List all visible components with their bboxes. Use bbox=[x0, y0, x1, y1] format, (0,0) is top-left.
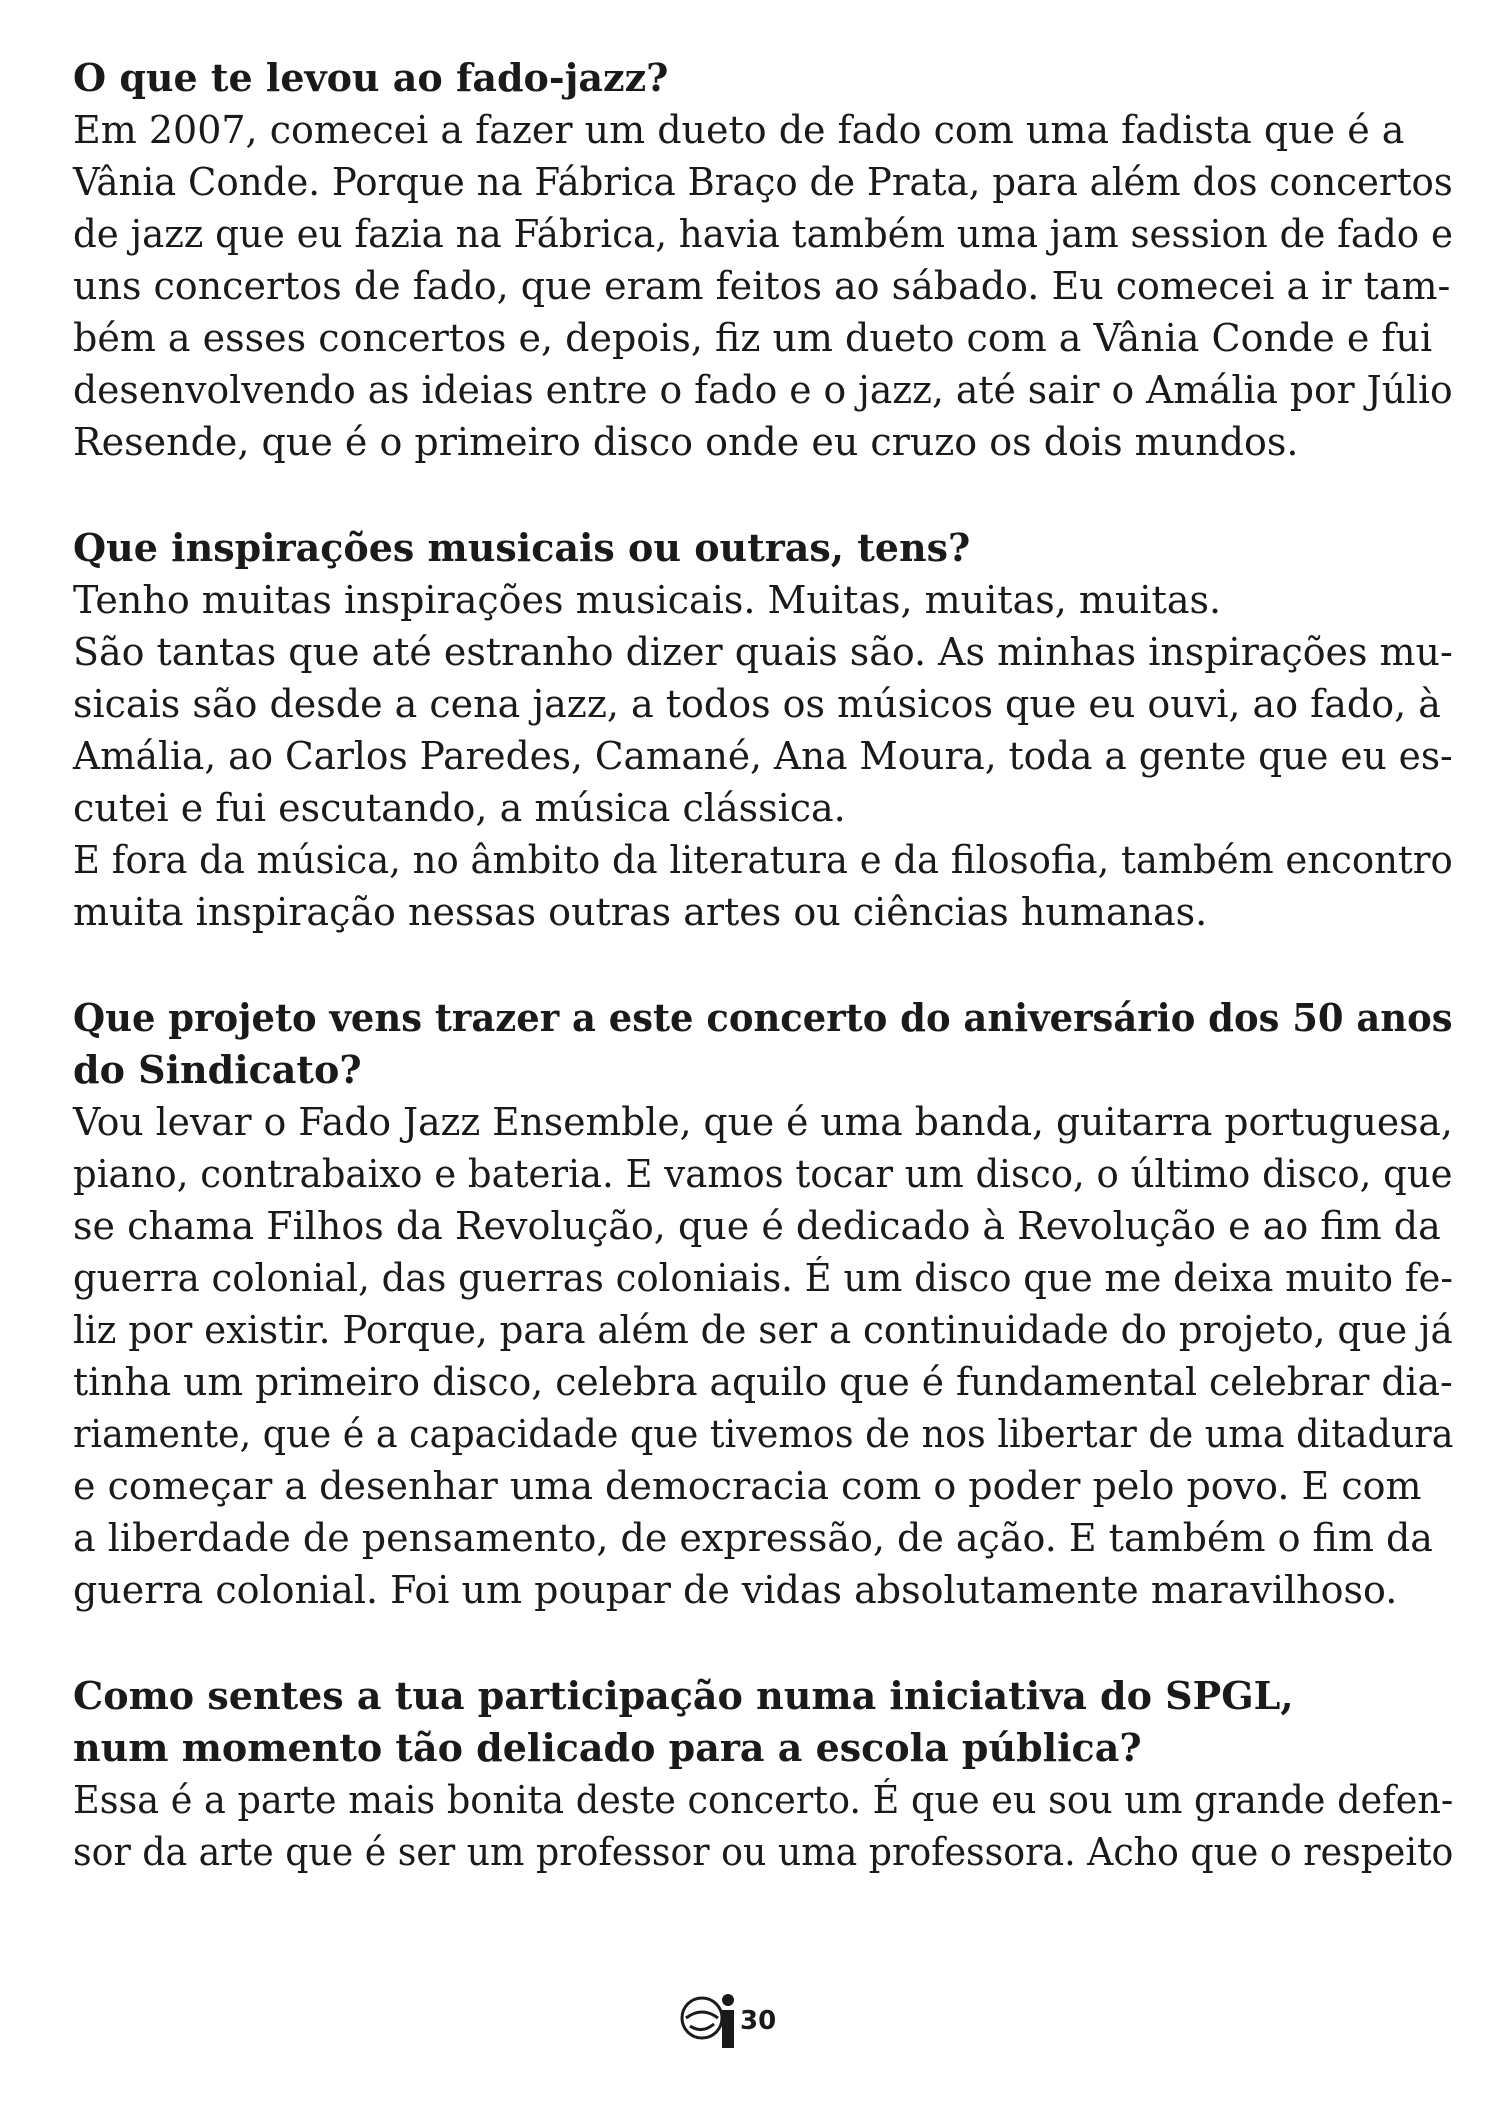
answer-line: riamente, que é a capacidade que tivemos de nos libertar de uma ditadura bbox=[73, 1412, 1454, 1456]
answer-line: de jazz que eu fazia na Fábrica, havia também uma jam session de fado e bbox=[73, 212, 1453, 256]
answer-line: São tantas que até estranho dizer quais são. As minhas inspirações mu- bbox=[73, 630, 1453, 674]
answer-line: Tenho muitas inspirações musicais. Muitas, muitas, muitas. bbox=[73, 578, 1222, 622]
answer-line: Vou levar o Fado Jazz Ensemble, que é uma banda, guitarra portuguesa, bbox=[73, 1100, 1453, 1144]
answer-line: Essa é a parte mais bonita deste concerto. É que eu sou um grande defen- bbox=[73, 1778, 1454, 1822]
answer-line: muita inspiração nessas outras artes ou ciências humanas. bbox=[73, 890, 1208, 934]
section-gap bbox=[73, 938, 1453, 992]
question-line: num momento tão delicado para a escola pública? bbox=[73, 1725, 1142, 1770]
question-line: Que inspirações musicais ou outras, tens? bbox=[73, 525, 971, 570]
question-line: do Sindicato? bbox=[73, 1047, 362, 1092]
answer-line: Vânia Conde. Porque na Fábrica Braço de Prata, para além dos concertos bbox=[73, 160, 1453, 204]
section-gap bbox=[73, 468, 1453, 522]
qa-section bbox=[73, 1670, 1453, 1878]
answer-line: se chama Filhos da Revolução, que é dedicado à Revolução e ao fim da bbox=[73, 1204, 1441, 1248]
answer-line: cutei e fui escutando, a música clássica. bbox=[73, 786, 846, 830]
answer-line: bém a esses concertos e, depois, fiz um dueto com a Vânia Conde e fui bbox=[73, 316, 1433, 360]
page-footer bbox=[678, 1990, 788, 2050]
answer-line: tinha um primeiro disco, celebra aquilo que é fundamental celebrar dia- bbox=[73, 1360, 1453, 1404]
answer-line: guerra colonial. Foi um poupar de vidas absolutamente maravilhoso. bbox=[73, 1568, 1398, 1612]
ei-logo-icon bbox=[678, 1990, 740, 2050]
answer-line: e começar a desenhar uma democracia com o poder pelo povo. E com bbox=[73, 1464, 1422, 1508]
section-gap bbox=[73, 1616, 1453, 1670]
answer-line: E fora da música, no âmbito da literatura e da filosofia, também encontro bbox=[73, 838, 1453, 882]
answer-line: Em 2007, comecei a fazer um dueto de fado com uma fadista que é a bbox=[73, 108, 1405, 152]
answer-line: Amália, ao Carlos Paredes, Camané, Ana Moura, toda a gente que eu es- bbox=[73, 734, 1453, 778]
answer-line: sor da arte que é ser um professor ou uma professora. Acho que o respeito bbox=[73, 1830, 1454, 1874]
answer-line: desenvolvendo as ideias entre o fado e o jazz, até sair o Amália por Júlio bbox=[73, 368, 1453, 412]
qa-section bbox=[73, 992, 1453, 1616]
answer-line: sicais são desde a cena jazz, a todos os músicos que eu ouvi, ao fado, à bbox=[73, 682, 1441, 726]
question-line: Que projeto vens trazer a este concerto do aniversário dos 50 anos bbox=[73, 995, 1453, 1040]
answer-line: uns concertos de fado, que eram feitos ao sábado. Eu comecei a ir tam- bbox=[73, 264, 1451, 308]
qa-section bbox=[73, 522, 1453, 938]
question-line: Como sentes a tua participação numa iniciativa do SPGL, bbox=[73, 1673, 1294, 1718]
article-body bbox=[73, 52, 1453, 1878]
answer-line: guerra colonial, das guerras coloniais. É um disco que me deixa muito fe- bbox=[73, 1256, 1453, 1300]
answer-line: Resende, que é o primeiro disco onde eu cruzo os dois mundos. bbox=[73, 420, 1299, 464]
answer-line: a liberdade de pensamento, de expressão, de ação. E também o fim da bbox=[73, 1516, 1433, 1560]
question-line: O que te levou ao fado-jazz? bbox=[73, 55, 669, 100]
answer-line: piano, contrabaixo e bateria. E vamos tocar um disco, o último disco, que bbox=[73, 1152, 1453, 1196]
qa-section bbox=[73, 52, 1453, 468]
page-number: 30 bbox=[740, 2006, 777, 2036]
answer-line: liz por existir. Porque, para além de ser a continuidade do projeto, que já bbox=[73, 1308, 1453, 1352]
